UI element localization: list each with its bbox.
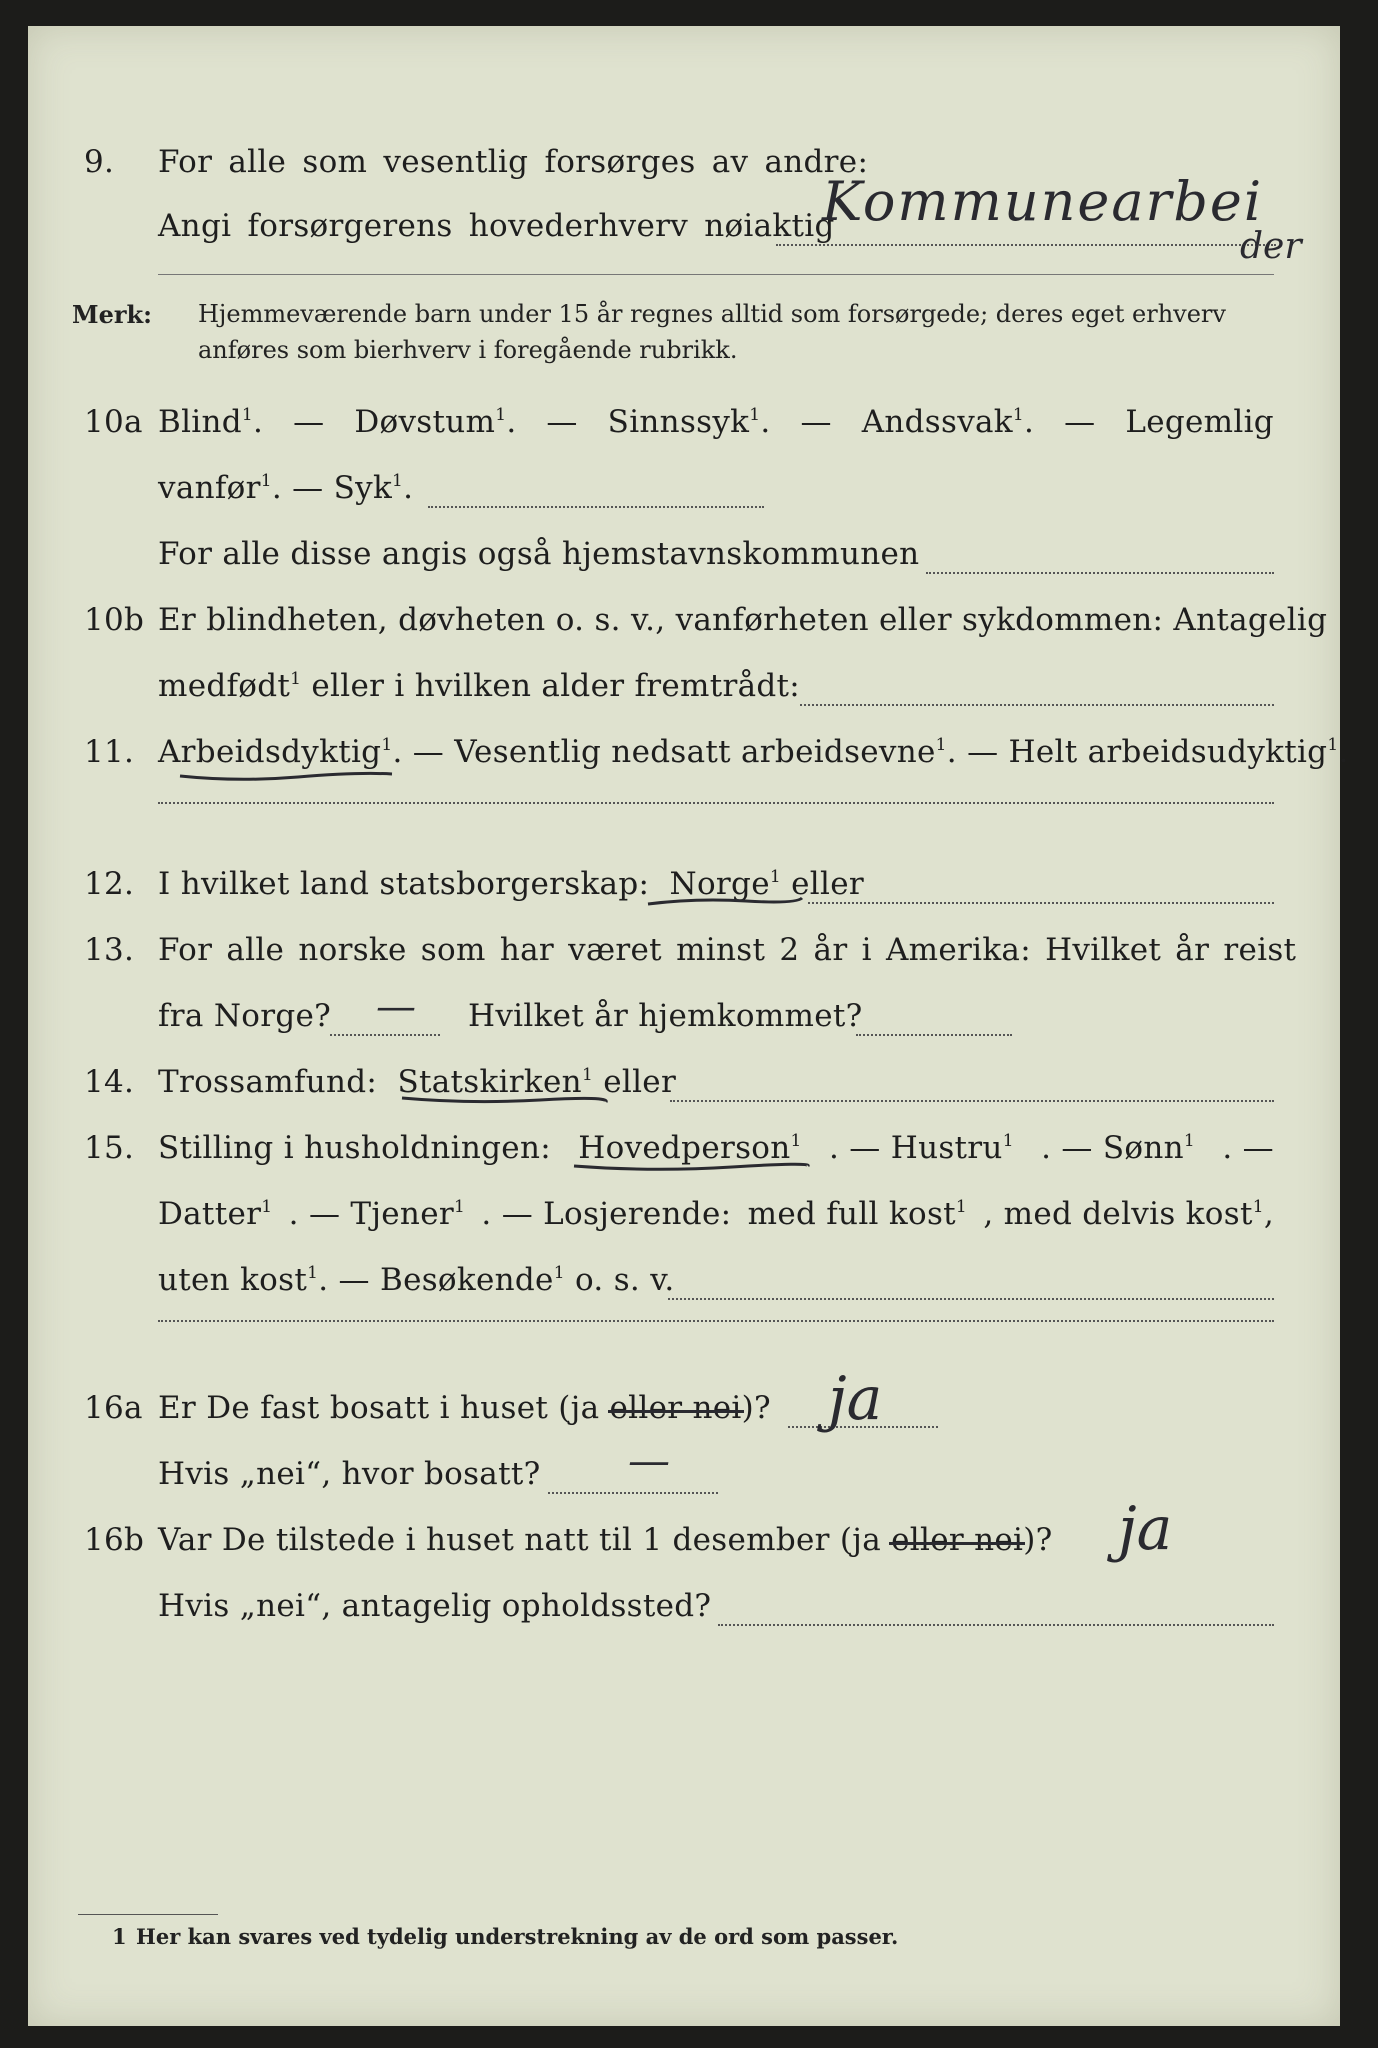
- q16a-text-2: Hvis „nei“, hvor bosatt?: [158, 1456, 541, 1492]
- q10a-blind: Blind$^1$.: [158, 404, 264, 440]
- q13-reist-label: fra Norge?: [158, 998, 332, 1034]
- q9-handwritten-answer-cont: der: [1240, 226, 1302, 267]
- merk-label: Merk:: [72, 300, 152, 329]
- q10a-hjemstavn-line: [926, 572, 1274, 574]
- q13-hjemkommet-label: Hvilket år hjemkommet?: [468, 998, 863, 1034]
- dash: —: [293, 404, 325, 440]
- q10a-vanfor: vanfør$^1$. — Syk$^1$.: [158, 470, 414, 506]
- q16a-text-1: Er De fast bosatt i huset (ja eller nei)?: [158, 1390, 771, 1426]
- q9-handwritten-answer: Kommunearbei: [822, 170, 1264, 233]
- q10b-text-2: medfødt$^1$ eller i hvilken alder fremtrådt:: [158, 668, 801, 704]
- q11-number: 11.: [84, 734, 135, 770]
- q13-handwritten-dash: —: [376, 984, 417, 1030]
- q13-row-2: [28, 984, 1340, 1048]
- q12-underline-mark: [646, 892, 806, 912]
- q12-number: 12.: [84, 866, 135, 902]
- footnote-mark: 1: [112, 1924, 127, 1949]
- merk-line-1: Hjemmeværende barn under 15 år regnes alltid som forsørgede; deres eget erhverv: [198, 300, 1226, 328]
- q9-answer-line: [776, 244, 1276, 246]
- q15-number: 15.: [84, 1130, 135, 1166]
- q10a-legemlig: Legemlig: [1125, 404, 1274, 440]
- q12-text: I hvilket land statsborgerskap: Norge$^1$ eller: [158, 866, 864, 902]
- q10a-hjemstavn-text: For alle disse angis også hjemstavnskommunen: [158, 536, 920, 572]
- q14-number: 14.: [84, 1064, 135, 1100]
- q11-text: Arbeidsdyktig$^1$. — Vesentlig nedsatt arbeidsevne$^1$. — Helt arbeidsudyktig$^1$.: [158, 734, 1349, 770]
- q14-text: Trossamfund: Statskirken$^1$ eller: [158, 1064, 677, 1100]
- q15-sonn: . — Sønn$^1$: [1041, 1130, 1196, 1166]
- footnote-separator: [78, 1914, 218, 1915]
- merk-line-2: anføres som bierhverv i foregående rubrikk.: [198, 336, 738, 364]
- q16b-number: 16b: [84, 1522, 145, 1558]
- q14-answer-line: [670, 1100, 1274, 1102]
- q15-hovedperson: Hovedperson$^1$: [578, 1130, 802, 1166]
- q10a-sinnssyk: Sinnssyk$^1$.: [607, 404, 771, 440]
- q16a-struck-option: eller nei: [609, 1390, 742, 1426]
- q10b-text-1: Er blindheten, døvheten o. s. v., vanførheten eller sykdommen: Antagelig: [158, 602, 1328, 638]
- dash: —: [1064, 404, 1096, 440]
- q15-hustru: . — Hustru$^1$: [828, 1130, 1014, 1166]
- q15-line-2: Datter$^1$ . — Tjener$^1$ . — Losjerende: med full kost$^1$ , med delvis kost$^1$,: [158, 1196, 1274, 1232]
- q16a-bosatt-line: [548, 1492, 718, 1494]
- q11-underline-mark: [178, 766, 398, 786]
- q14-underline-mark: [400, 1090, 610, 1110]
- q10a-syk-line: [428, 506, 764, 508]
- census-form-page: [28, 26, 1349, 2026]
- dash: —: [546, 404, 578, 440]
- q10b-row-1: [28, 592, 1340, 652]
- q13-reist-line: [330, 1034, 440, 1036]
- q13-hjemkommet-line: [856, 1034, 1012, 1036]
- q9-number: 9.: [84, 144, 115, 180]
- q16a-number: 16a: [84, 1390, 143, 1426]
- q10a-row-2: [28, 460, 1340, 520]
- q10b-row-2: [28, 658, 1340, 718]
- q15-extra-line: [158, 1320, 1274, 1322]
- q13-text-1: For alle norske som har været minst 2 år i Amerika: Hvilket år reist: [158, 932, 1297, 968]
- q11-answer-line: [158, 802, 1274, 804]
- q15-line-1: Stilling i husholdningen: Hovedperson$^1$ . — Hustru$^1$ . — Sønn$^1$ . —: [158, 1130, 1274, 1166]
- q16a-row-1: [28, 1380, 1340, 1440]
- q16b-row-2: [28, 1578, 1340, 1638]
- q9-separator: [158, 274, 1274, 275]
- q15-line-3: uten kost$^1$. — Besøkende$^1$ o. s. v.: [158, 1262, 675, 1298]
- dash: —: [800, 404, 832, 440]
- q10a-andssvak: Andssvak$^1$.: [861, 404, 1035, 440]
- q14-row: [28, 1054, 1340, 1114]
- q10a-dovstum: Døvstum$^1$.: [354, 404, 517, 440]
- q10b-answer-line: [800, 704, 1274, 706]
- q13-number: 13.: [84, 932, 135, 968]
- q15-row-2: [28, 1186, 1340, 1246]
- q15-row-3: [28, 1252, 1340, 1312]
- q16b-struck-option: eller nei: [891, 1522, 1024, 1558]
- q9-text-2: Angi forsørgerens hovederhverv nøiaktig: [158, 208, 835, 244]
- q16a-handwritten-answer: ja: [828, 1364, 883, 1434]
- q16b-text-2: Hvis „nei“, antagelig opholdssted?: [158, 1588, 712, 1624]
- q16b-text-1: Var De tilstede i huset natt til 1 desember (ja eller nei)?: [158, 1522, 1053, 1558]
- q16b-answer-line: [718, 1624, 1274, 1626]
- q10a-number: 10a: [84, 404, 143, 440]
- q10a-row-3: [28, 526, 1340, 586]
- q10a-options: [158, 404, 1274, 440]
- q15-underline-mark: [572, 1156, 812, 1176]
- q9-text-1: For alle som vesentlig forsørges av andre:: [158, 144, 869, 180]
- q10b-number: 10b: [84, 602, 145, 638]
- q12-answer-line: [808, 902, 1274, 904]
- footnote-text: Her kan svares ved tydelig understrekning av de ord som passer.: [136, 1924, 899, 1949]
- q10a-row-1: [28, 394, 1340, 454]
- q13-row-1: [28, 922, 1340, 982]
- q16b-handwritten-answer: ja: [1118, 1494, 1173, 1564]
- q16a-handwritten-dash: —: [628, 1436, 671, 1485]
- q15-answer-line: [668, 1298, 1274, 1300]
